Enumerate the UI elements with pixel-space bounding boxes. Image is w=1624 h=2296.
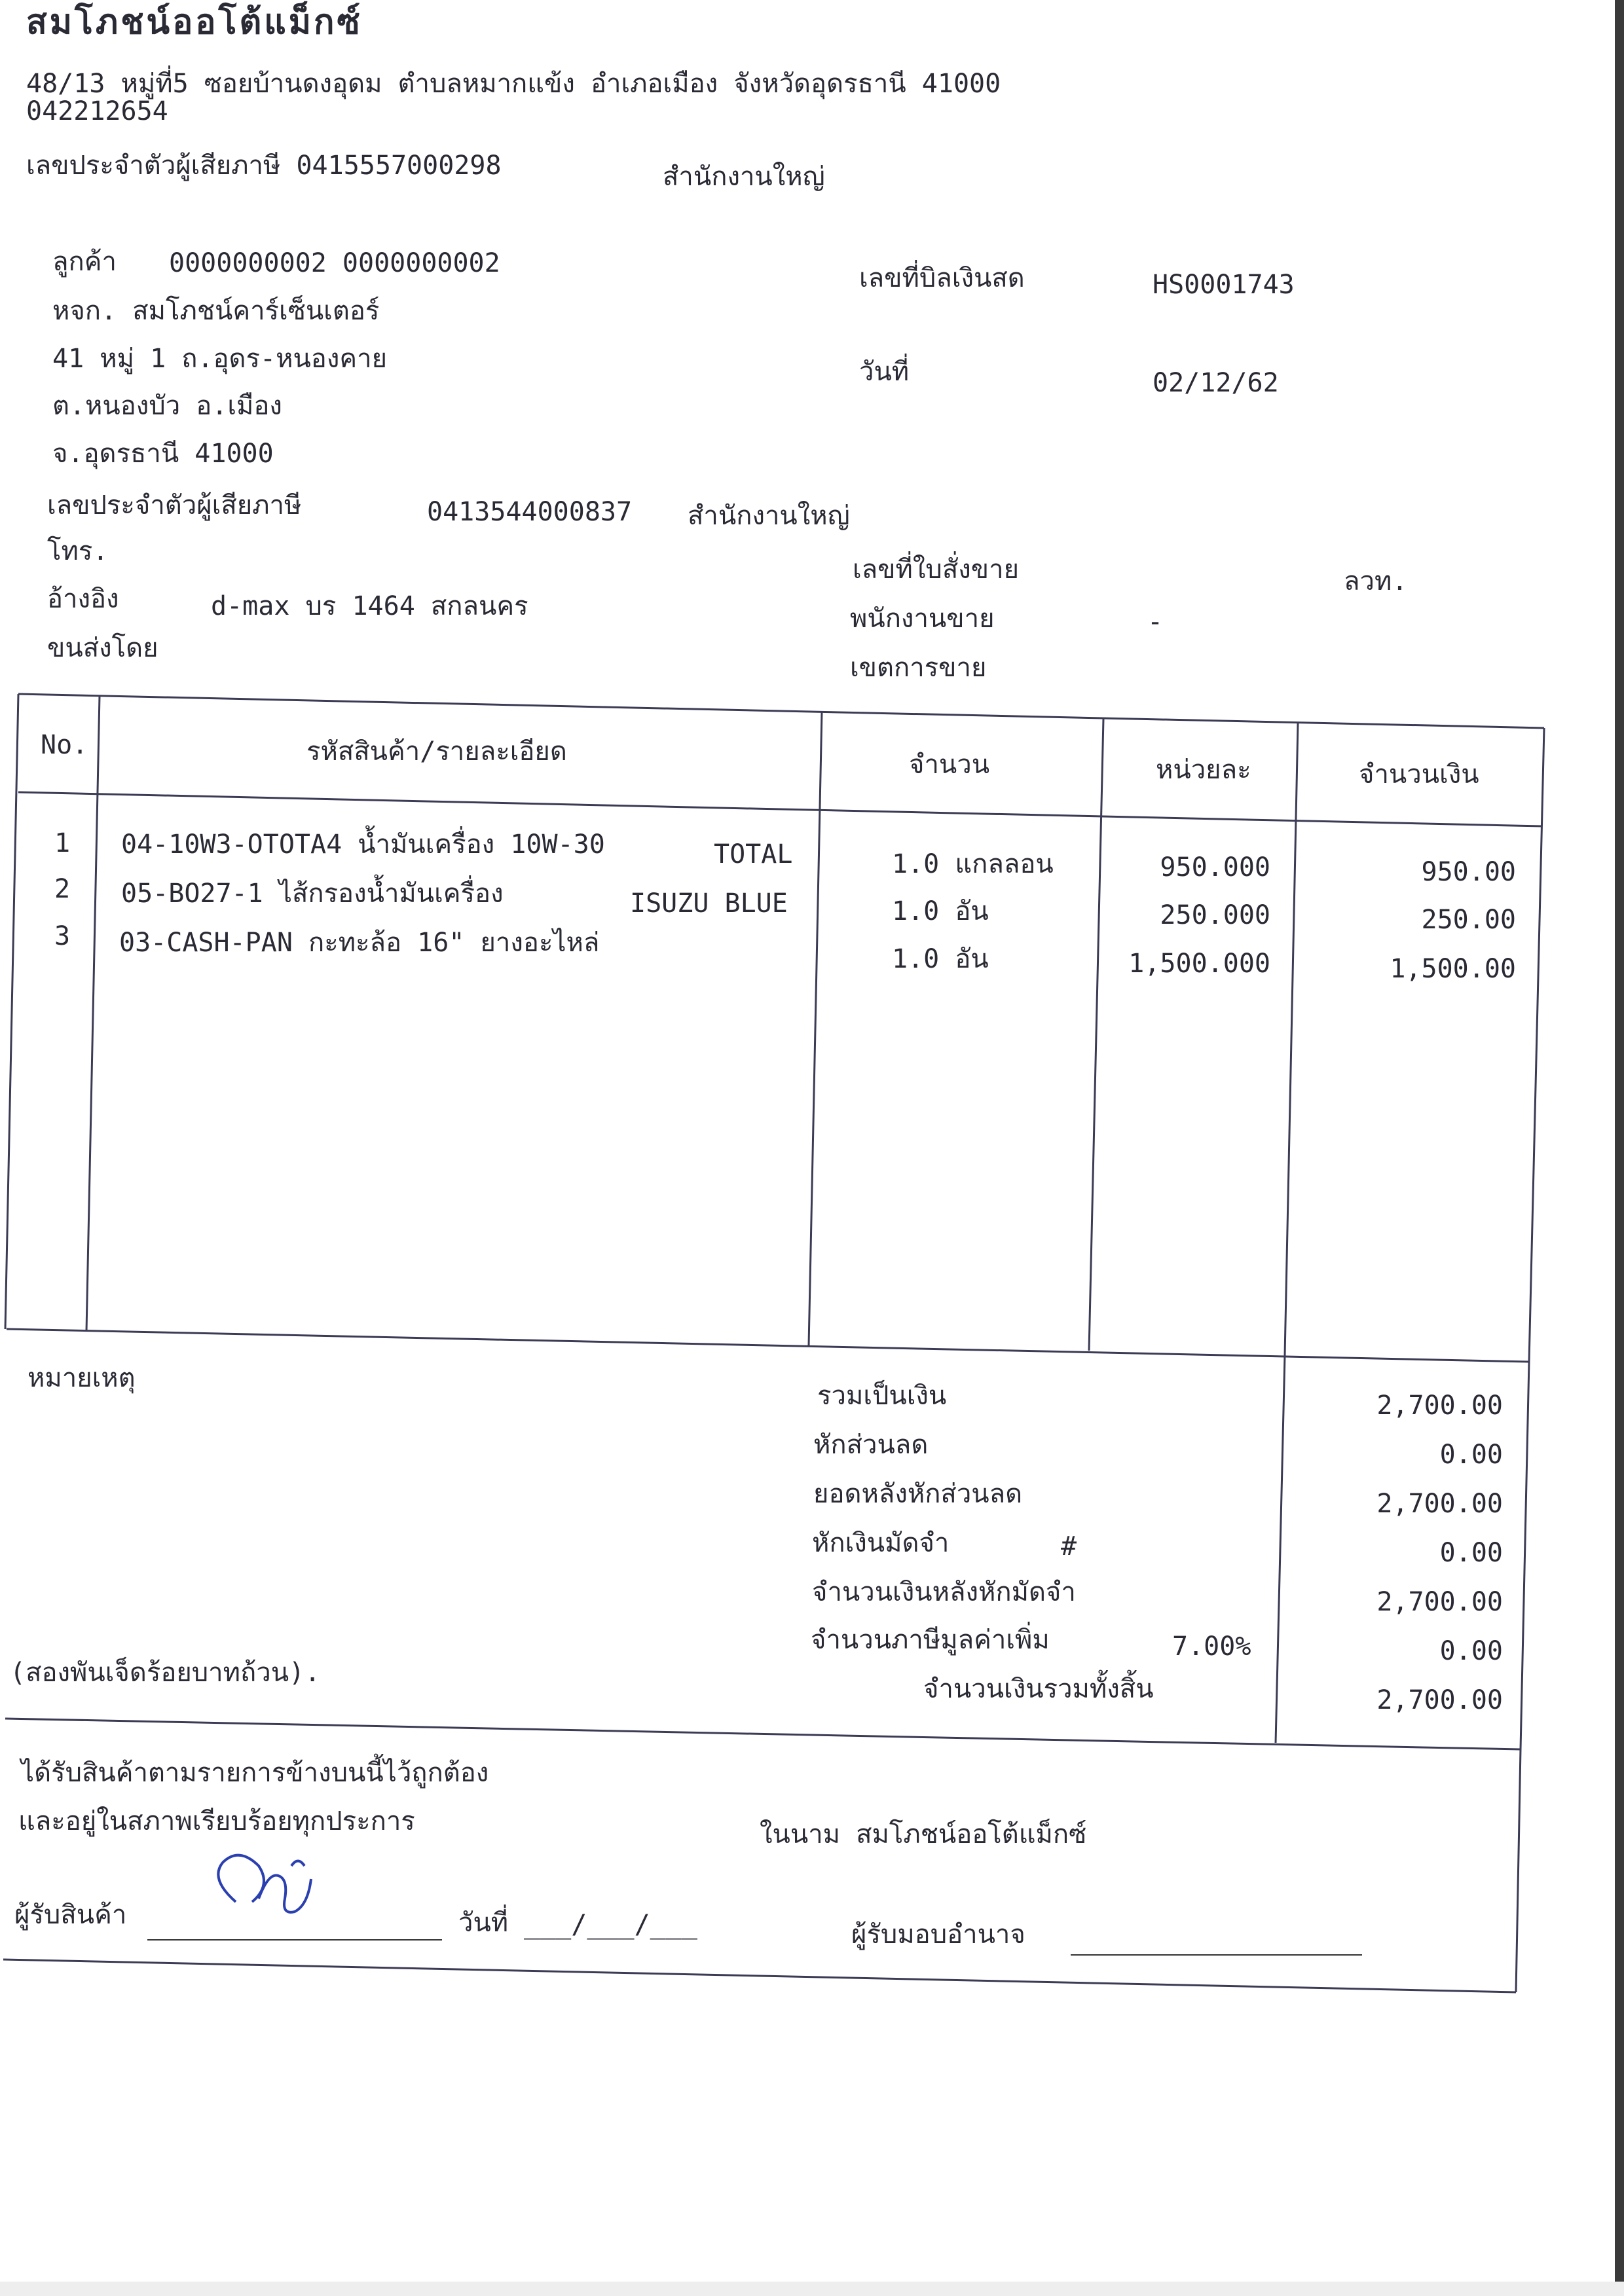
salesperson-value: - — [1147, 607, 1164, 637]
customer-codes: 0000000002 0000000002 — [169, 248, 500, 278]
company-name: สมโภชน์ออโต้แม็กซ์ — [26, 3, 363, 42]
row-1-qty: 1.0 แกลลอน — [892, 849, 1054, 879]
bill-no: HS0001743 — [1153, 270, 1295, 300]
vat-label: จำนวนภาษีมูลค่าเพิ่ม — [811, 1625, 1050, 1655]
amount-in-words: (สองพันเจ็ดร้อยบาทถ้วน). — [10, 1658, 321, 1688]
after-discount-value: 2,700.00 — [1376, 1489, 1503, 1519]
customer-address-3: จ.อุดรธานี 41000 — [52, 439, 274, 469]
discount-value: 0.00 — [1439, 1440, 1503, 1470]
shipped-by-label: ขนส่งโดย — [47, 633, 158, 663]
invoice-date: 02/12/62 — [1153, 368, 1279, 398]
col-header-amount: จำนวนเงิน — [1359, 759, 1479, 790]
deposit-value: 0.00 — [1439, 1538, 1503, 1568]
remarks-label: หมายเหตุ — [28, 1363, 136, 1393]
reference-value: d-max บร 1464 สกลนคร — [211, 591, 528, 621]
after-deposit-label: จำนวนเงินหลังหักมัดจำ — [812, 1577, 1076, 1607]
row-3-no: 3 — [54, 921, 71, 951]
after-deposit-value: 2,700.00 — [1376, 1587, 1503, 1617]
receiver-signature-line — [147, 1939, 442, 1941]
authorized-signature-line — [1071, 1954, 1362, 1956]
row-2-amount: 250.00 — [1421, 905, 1516, 935]
customer-address-1: 41 หมู่ 1 ถ.อุดร-หนองคาย — [52, 344, 388, 374]
customer-branch: สำนักงานใหญ่ — [688, 501, 850, 531]
customer-name: หจก. สมโภชน์คาร์เซ็นเตอร์ — [52, 296, 380, 326]
reference-label: อ้างอิง — [47, 584, 119, 614]
row-2-no: 2 — [54, 874, 71, 904]
row-3-unit-price: 1,500.000 — [1128, 949, 1270, 979]
row-1-amount: 950.00 — [1421, 857, 1516, 887]
row-1-code: 04-10W3-OTOTA4 น้ำมันเครื่อง 10W-30 — [121, 829, 605, 860]
company-address: 48/13 หมู่ที่5 ซอยบ้านดงอุดม ตำบลหมากแข้ง อำเภอเมือง จังหวัดอุดรธานี 41000 — [26, 69, 1001, 99]
customer-tax-id: 0413544000837 — [427, 497, 633, 527]
after-discount-label: ยอดหลังหักส่วนลด — [813, 1479, 1023, 1509]
bill-no-label: เลขที่บิลเงินสด — [859, 263, 1025, 293]
customer-address-2: ต.หนองบัว อ.เมือง — [52, 391, 282, 421]
subtotal-label: รวมเป็นเงิน — [817, 1381, 947, 1411]
customer-tax-id-label: เลขประจำตัวผู้เสียภาษี — [47, 490, 302, 520]
deposit-mark: # — [1061, 1531, 1077, 1561]
row-2-unit-price: 250.000 — [1160, 900, 1270, 930]
sales-area-label: เขตการขาย — [850, 653, 987, 683]
subtotal-value: 2,700.00 — [1376, 1391, 1503, 1421]
on-behalf-of: ในนาม สมโภชน์ออโต้แม็กซ์ — [760, 1819, 1087, 1850]
col-header-unit-price: หน่วยละ — [1156, 755, 1251, 785]
authorized-label: ผู้รับมอบอำนาจ — [851, 1920, 1025, 1950]
row-1-unit-price: 950.000 — [1160, 852, 1270, 883]
row-1-brand: TOTAL — [714, 839, 793, 869]
grand-total-value: 2,700.00 — [1376, 1685, 1503, 1715]
scan-edge — [1615, 0, 1624, 2296]
receiver-signature-mark — [218, 1855, 311, 1912]
receiver-label: ผู้รับสินค้า — [14, 1900, 127, 1930]
row-2-qty: 1.0 อัน — [892, 896, 989, 926]
col-header-no: No. — [41, 730, 88, 760]
row-3-qty: 1.0 อัน — [892, 944, 989, 974]
col-header-qty: จำนวน — [909, 750, 990, 780]
deposit-label: หักเงินมัดจำ — [812, 1528, 950, 1558]
company-branch: สำนักงานใหญ่ — [663, 162, 825, 192]
received-statement-1: ได้รับสินค้าตามรายการข้างบนนี้ไว้ถูกต้อง — [21, 1758, 489, 1788]
salesperson-label: พนักงานขาย — [850, 604, 995, 634]
receive-date-label: วันที่ — [458, 1908, 509, 1938]
row-2-code: 05-BO27-1 ไส้กรองน้ำมันเครื่อง — [121, 879, 504, 909]
customer-phone-label: โทร. — [47, 536, 109, 566]
date-label: วันที่ — [859, 357, 910, 387]
col-header-item: รหัสสินค้า/รายละเอียด — [306, 737, 567, 767]
sales-order-label: เลขที่ใบสั่งขาย — [853, 555, 1020, 585]
row-1-no: 1 — [54, 828, 71, 858]
row-3-code: 03-CASH-PAN กะทะล้อ 16" ยางอะไหล่ — [119, 928, 600, 958]
customer-label: ลูกค้า — [52, 247, 117, 277]
company-tax-id: เลขประจำตัวผู้เสียภาษี 0415557000298 — [26, 151, 502, 181]
row-3-amount: 1,500.00 — [1390, 954, 1516, 984]
vat-value: 0.00 — [1439, 1636, 1503, 1666]
scan-bottom-edge — [0, 2282, 1624, 2296]
sales-order-value: ลวท. — [1344, 566, 1408, 596]
company-phone: 042212654 — [26, 96, 168, 126]
received-statement-2: และอยู่ในสภาพเรียบร้อยทุกประการ — [18, 1806, 415, 1836]
grand-total-label: จำนวนเงินรวมทั้งสิ้น — [923, 1674, 1154, 1704]
discount-label: หักส่วนลด — [813, 1430, 929, 1460]
vat-rate: 7.00% — [1172, 1631, 1251, 1662]
row-2-brand: ISUZU BLUE — [630, 888, 788, 919]
receive-date-blank: ___/___/___ — [524, 1910, 697, 1940]
